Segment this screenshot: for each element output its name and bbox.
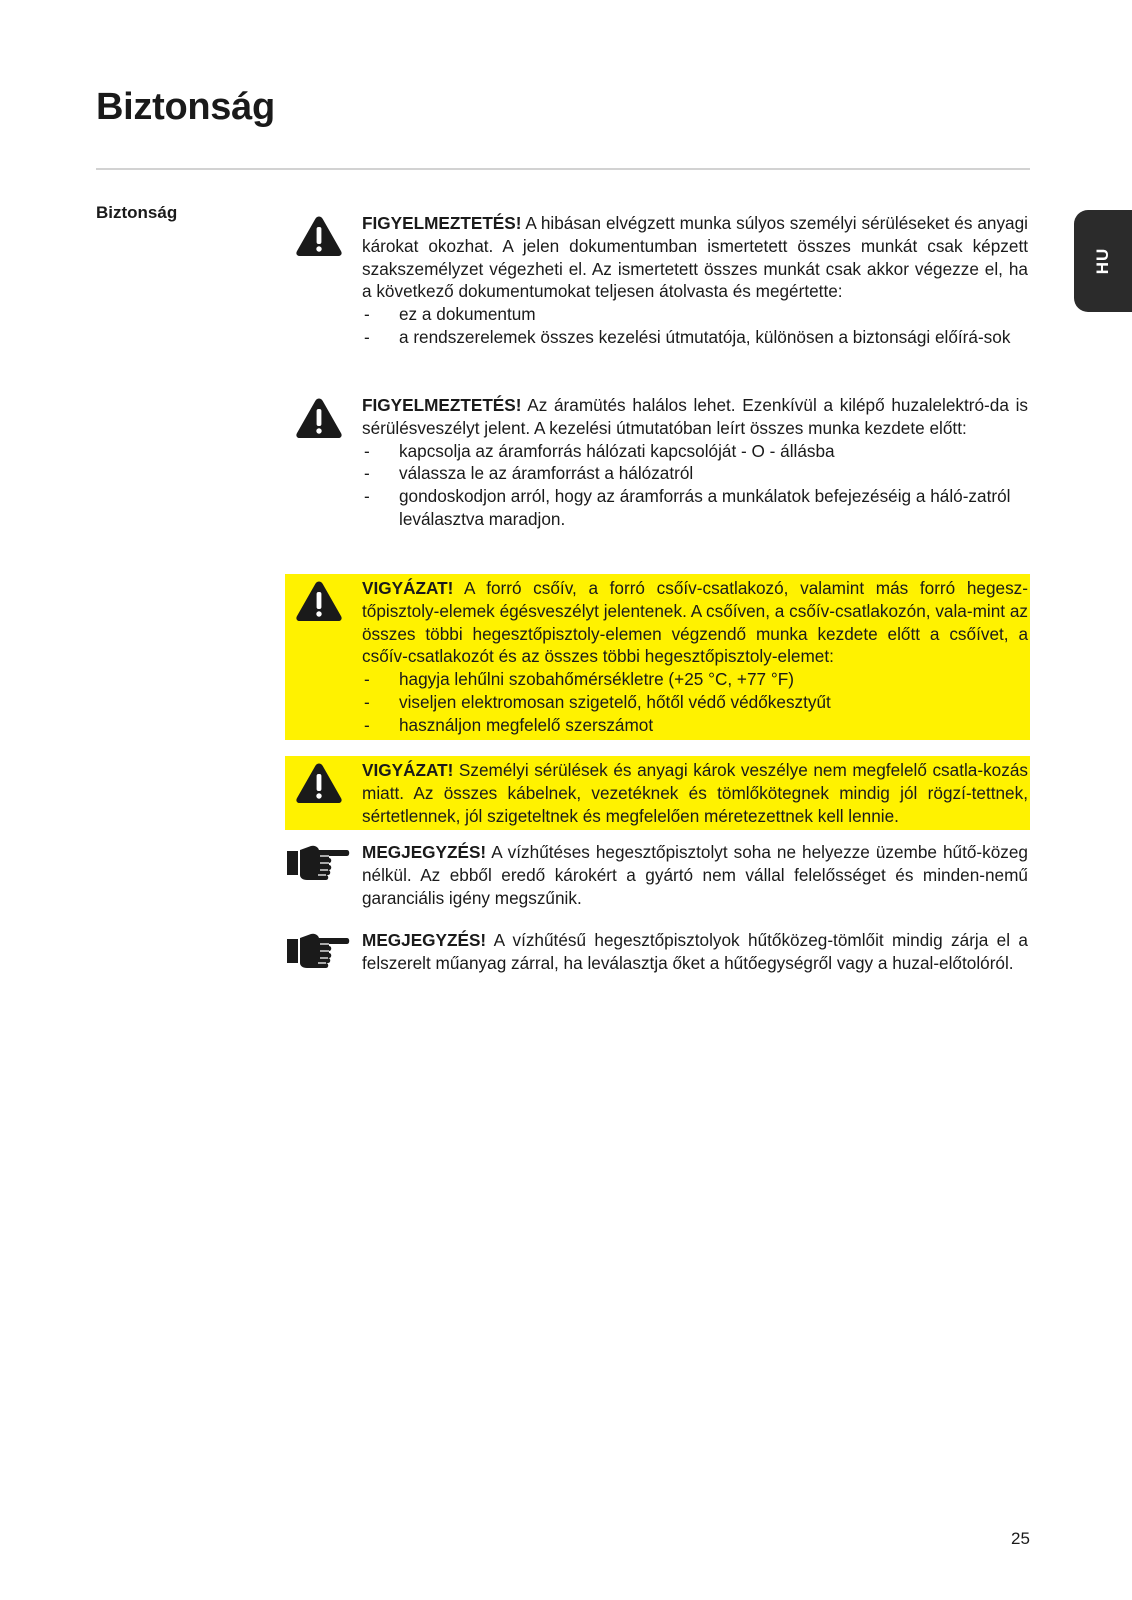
caution-notice [285,574,1030,740]
notice-body: A vízhűtéses hegesztőpisztolyt soha ne helyezze üzembe hűtő-közeg nélkül. Az ebből eredő károkért a gyártó nem vállal felelősséget és minden-nemű garanciális igény megszűnik. [362,842,1028,908]
list-item: - kapcsolja az áramforrás hálózati kapcsolóját - O - állásba [362,440,1028,463]
warning-triangle-icon [295,762,343,804]
notice-label: MEGJEGYZÉS! [362,930,487,950]
caution-notice [285,756,1030,830]
notice-body: A forró csőív, a forró csőív-csatlakozó, valamint más forró hegesz-tőpisztoly-elemek égésveszélyt jelentenek. A csőíven, a csőív-csatlakozón, vala-mint az összes többi hegesztőpisztoly-elemen végzendő munka kezdete előtt a csőívet, a csőív-csatlakozót és az összes többi hegesztőpisztoly-elemet: [362,578,1028,667]
page-title: Biztonság [96,86,275,128]
warning-triangle-icon [295,215,343,257]
notice-items [362,440,1028,531]
notice-text [362,394,1028,440]
warning-notice [285,391,1030,534]
notice-text [362,577,1028,668]
notice-label: FIGYELMEZTETÉS! [362,395,522,415]
notice-label: VIGYÁZAT! [362,578,454,598]
list-item: - a rendszerelemek összes kezelési útmutatója, különösen a biztonsági előírá-sok [362,326,1028,349]
page-number: 25 [1011,1529,1030,1548]
notice-label: FIGYELMEZTETÉS! [362,213,522,233]
notice-body: A vízhűtésű hegesztőpisztolyok hűtőközeg-tömlőit mindig zárja el a felszerelt műanyag zárral, ha leválasztja őket a hűtőegységről vagy a huzal-előtolóról. [362,930,1028,973]
warning-triangle-icon [295,580,343,622]
notice-body: Az áramütés halálos lehet. Ezenkívül a kilépő huzalelektró-da is sérülésveszélyt jelent. A kezelési útmutatóban leírt összes munka kezdete előtt: [362,395,1028,438]
section-label: Biztonság [96,203,178,222]
notice-items [362,303,1028,349]
notice-text [362,841,1028,909]
warning-notice [285,209,1030,352]
notice-items [362,668,1028,736]
list-item: - viseljen elektromosan szigetelő, hőtől védő védőkesztyűt [362,691,1028,714]
notice-body: Személyi sérülések és anyagi károk veszélye nem megfelelő csatla-kozás miatt. Az összes kábelnek, vezetéknek és tömlőkötegnek mindig jól rögzí-tettnek, sértetlennek, jól szigeteltnek és megfelelően méretezettnek kell lennie. [362,760,1028,826]
list-item: - használjon megfelelő szerszámot [362,714,1028,737]
list-item: - gondoskodjon arról, hogy az áramforrás a munkálatok befejezéséig a háló-zatról leválasztva maradjon. [362,485,1028,531]
pointing-hand-icon [285,842,351,884]
notice-label: MEGJEGYZÉS! [362,842,487,862]
notice-label: VIGYÁZAT! [362,760,454,780]
language-tab-label: HU [1093,247,1112,275]
notice-text [362,929,1028,975]
list-item: - ez a dokumentum [362,303,1028,326]
list-item: - hagyja lehűlni szobahőmérsékletre (+25 °C, +77 °F) [362,668,1028,691]
language-tab[interactable] [1074,210,1132,312]
list-item: - válassza le az áramforrást a hálózatról [362,462,1028,485]
notice-body: A hibásan elvégzett munka súlyos személyi sérüléseket és anyagi károkat okozhat. A jelen dokumentumban ismertetett összes munkát csak képzett szakszemélyzet végezheti el. Az ismertetett összes munkát csak akkor végezze el, ha a következő dokumentumokat teljesen átolvasta és megértette: [362,213,1028,302]
note-notice [285,926,1030,978]
title-divider [96,168,1030,170]
notice-text [362,759,1028,827]
warning-triangle-icon [295,397,343,439]
note-notice [285,838,1030,912]
pointing-hand-icon [285,930,351,972]
notice-text [362,212,1028,303]
